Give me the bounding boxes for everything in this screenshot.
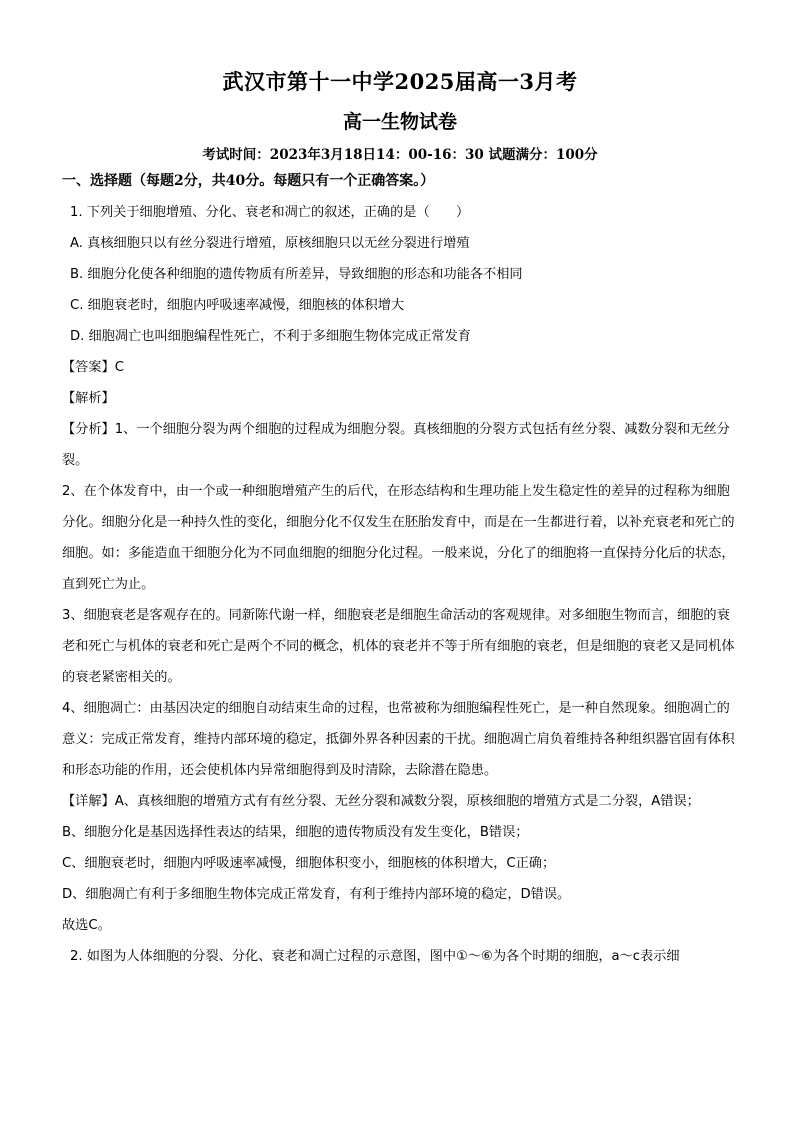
question-1-option-b: B. 细胞分化使各种细胞的遗传物质有所差异，导致细胞的形态和功能各不相同	[70, 267, 523, 282]
analysis-paragraph: 3、细胞衰老是客观存在的。同新陈代谢一样，细胞衰老是细胞生命活动的客观规律。对多细胞生物而言，细胞的衰老和死亡与机体的衰老和死亡是两个不同的概念，机体的衰老并不等于所有细胞的衰老，但是细胞的衰老又是同机体的衰老紧密相关的。	[62, 608, 735, 685]
question-1-stem: 1. 下列关于细胞增殖、分化、衰老和凋亡的叙述，正确的是（ ）	[70, 205, 470, 220]
analysis-paragraph: 2、在个体发育中，由一个或一种细胞增殖产生的后代，在形态结构和生理功能上发生稳定性的差异的过程称为细胞分化。细胞分化是一种持久性的变化，细胞分化不仅发生在胚胎发育中，而是在一生都进行着，以补充衰老和死亡的细胞。如：多能造血干细胞分化为不同血细胞的细胞分化过程。一般来说，分化了的细胞将一直保持分化后的状态，直到死亡为止。	[62, 484, 735, 592]
detail-paragraph: 故选C。	[62, 918, 111, 933]
question-1	[62, 197, 738, 941]
exam-title: 武汉市第十一中学2025届高一3月考	[222, 69, 578, 94]
detail-paragraph: B、细胞分化是基因选择性表达的结果，细胞的遗传物质没有发生变化，B错误；	[62, 825, 529, 840]
detail-paragraph: D、细胞凋亡有利于多细胞生物体完成正常发育，有利于维持内部环境的稳定，D错误。	[62, 887, 571, 902]
question-1-analysis-label: 【解析】	[62, 391, 115, 406]
exam-info: 考试时间：2023年3月18日14：00-16：30 试题满分：100分	[202, 147, 598, 163]
detail-paragraph: 【详解】A、真核细胞的增殖方式有有丝分裂、无丝分裂和减数分裂，原核细胞的增殖方式是二分裂，A错误；	[62, 794, 700, 809]
exam-page	[62, 66, 738, 972]
section-heading: 一、选择题（每题2分，共40分。每题只有一个正确答案。）	[62, 173, 435, 189]
question-1-answer: 【答案】C	[62, 360, 124, 375]
question-1-option-c: C. 细胞衰老时，细胞内呼吸速率减慢，细胞核的体积增大	[70, 298, 405, 313]
analysis-paragraph: 【分析】1、一个细胞分裂为两个细胞的过程成为细胞分裂。真核细胞的分裂方式包括有丝分裂、减数分裂和无丝分裂。	[62, 422, 730, 468]
question-1-option-d: D. 细胞凋亡也叫细胞编程性死亡，不利于多细胞生物体完成正常发育	[70, 329, 471, 344]
question-1-option-a: A. 真核细胞只以有丝分裂进行增殖，原核细胞只以无丝分裂进行增殖	[70, 236, 470, 251]
analysis-paragraph: 4、细胞凋亡：由基因决定的细胞自动结束生命的过程，也常被称为细胞编程性死亡，是一种自然现象。细胞凋亡的意义：完成正常发育，维持内部环境的稳定，抵御外界各种因素的干扰。细胞凋亡肩负着维持各种组织器官固有体积和形态功能的作用，还会使机体内异常细胞得到及时清除，去除潜在隐患。	[62, 701, 735, 778]
detail-paragraph: C、细胞衰老时，细胞内呼吸速率减慢，细胞体积变小，细胞核的体积增大，C正确；	[62, 856, 556, 871]
question-2-stem: 2. 如图为人体细胞的分裂、分化、衰老和凋亡过程的示意图，图中①～⑥为各个时期的细胞，a～c表示细	[70, 949, 680, 964]
question-2	[62, 941, 738, 972]
exam-subtitle: 高一生物试卷	[342, 111, 457, 133]
